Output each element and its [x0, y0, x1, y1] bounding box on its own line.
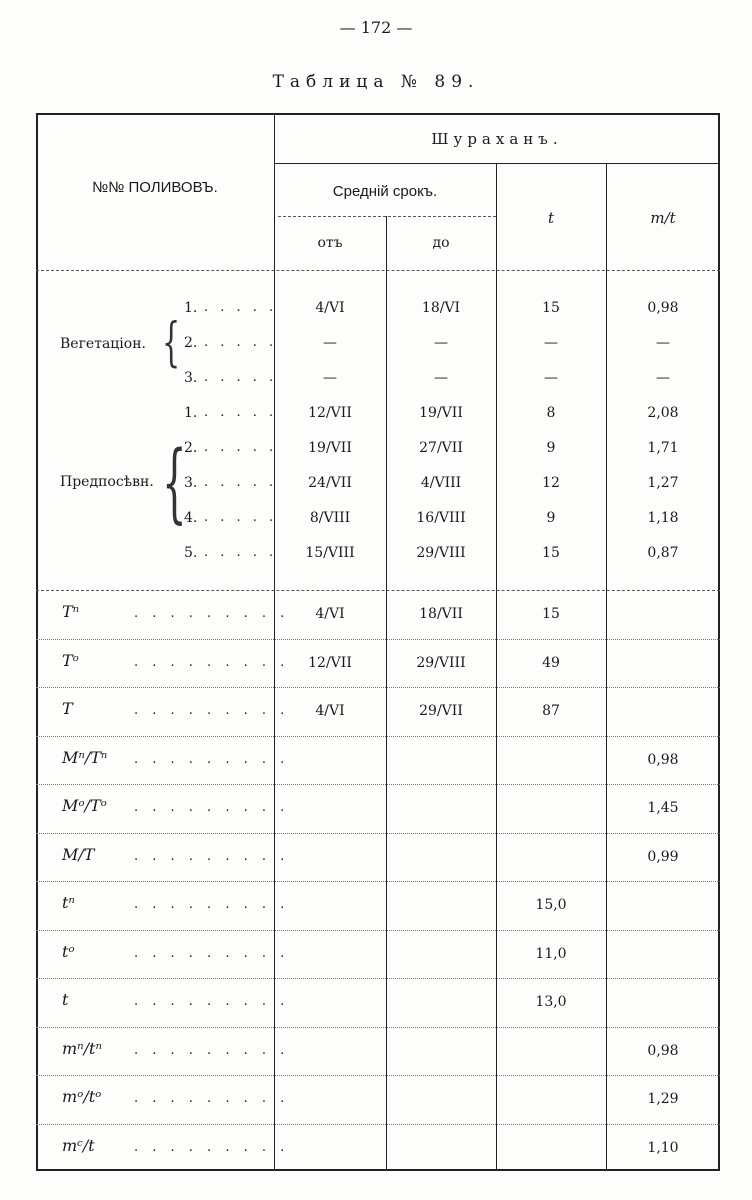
header-bottom-divider — [36, 270, 720, 271]
summary-row-label: Mᵒ/Tᵒ — [62, 796, 107, 815]
summary-t-cell: 11,0 — [535, 945, 567, 962]
summary-r-cell: 0,98 — [647, 1042, 679, 1059]
veg_rows-from-cell: 4/VI — [315, 300, 345, 316]
summary-row-leaders: . . . . . . . . . — [134, 897, 290, 912]
summary-r-cell: 0,98 — [647, 751, 679, 768]
summary-row-leaders: . . . . . . . . . — [134, 751, 290, 767]
pre_rows-row-leaders: . . . . . — [204, 545, 278, 560]
summary-row-leaders: . . . . . . . . . — [134, 703, 290, 718]
pre_rows-from-cell: 24/VII — [308, 475, 352, 491]
veg_rows-row-number: 2. — [184, 335, 198, 351]
summary-row-leaders: . . . . . . . . . — [134, 800, 290, 815]
summary-to-cell: 29/VIII — [416, 654, 466, 671]
veg_rows-row-number: 3. — [184, 370, 198, 386]
table-top-border — [36, 113, 720, 115]
summary-t-cell: 49 — [542, 654, 560, 671]
summary-row-label: Tᵒ — [62, 650, 79, 670]
veg_rows-r-cell: — — [656, 335, 670, 351]
veg-brace: { — [162, 313, 181, 373]
pre_rows-row-leaders: . . . . . — [204, 405, 278, 420]
data-table — [36, 113, 720, 1171]
summary-row-label: M/T — [62, 844, 95, 864]
pre_rows-r-cell: 1,18 — [647, 510, 679, 526]
ratio-header: m/t — [650, 209, 676, 227]
veg_rows-from-cell: — — [323, 335, 337, 351]
summary-r-cell: 1,29 — [647, 1091, 679, 1107]
summary-row-leaders: . . . . . . . . . — [134, 1139, 290, 1155]
to-header: до — [432, 235, 450, 251]
summary-row-leaders: . . . . . . . . . — [134, 848, 290, 864]
pre-brace: { — [162, 433, 187, 533]
summary-row-leaders: . . . . . . . . . — [134, 994, 290, 1009]
veg-group-label: Вегетаціон. — [60, 336, 146, 352]
pre_rows-row-leaders: . . . . . — [204, 475, 278, 490]
pre_rows-r-cell: 2,08 — [647, 405, 679, 421]
summary-row-divider — [36, 1124, 720, 1125]
summary-row-divider — [36, 736, 720, 737]
row-header: №№ ПОЛИВОВЪ. — [92, 179, 218, 196]
pre_rows-r-cell: 1,71 — [647, 440, 679, 456]
veg_rows-r-cell: 0,98 — [647, 300, 679, 316]
mid-term-header: Средній срокъ. — [332, 183, 438, 200]
col-divider-1 — [274, 113, 275, 1171]
section-divider — [36, 590, 720, 591]
pre_rows-to-cell: 27/VII — [419, 440, 463, 456]
summary-row-divider — [36, 1075, 720, 1076]
header-subdivider — [278, 216, 496, 217]
page-number: — 172 — — [339, 18, 413, 37]
table-left-border — [36, 113, 38, 1171]
from-header: отъ — [317, 235, 343, 251]
summary-row-leaders: . . . . . . . . . — [134, 945, 290, 961]
summary-to-cell: 18/VII — [419, 606, 463, 622]
pre_rows-t-cell: 9 — [546, 440, 556, 456]
pre_rows-row-number: 5. — [184, 545, 198, 561]
pre_rows-row-number: 2. — [184, 440, 198, 456]
pre_rows-row-number: 4. — [184, 510, 198, 526]
veg_rows-t-cell: 15 — [542, 300, 560, 316]
summary-to-cell: 29/VII — [419, 703, 463, 719]
pre_rows-row-leaders: . . . . . — [204, 440, 278, 455]
summary-r-cell: 0,99 — [647, 848, 679, 865]
summary-row-label: mⁿ/tⁿ — [62, 1038, 102, 1058]
summary-row-divider — [36, 639, 720, 640]
veg_rows-to-cell: — — [434, 370, 448, 386]
pre_rows-to-cell: 29/VIII — [416, 545, 466, 561]
veg_rows-t-cell: — — [544, 370, 558, 386]
summary-row-label: tᵒ — [62, 941, 75, 961]
summary-row-divider — [36, 833, 720, 834]
pre_rows-row-number: 3. — [184, 475, 198, 491]
summary-row-label: t — [62, 990, 69, 1009]
summary-row-divider — [36, 978, 720, 979]
pre_rows-t-cell: 12 — [542, 475, 560, 491]
pre_rows-r-cell: 1,27 — [647, 475, 679, 491]
table-title: Таблица № 89. — [272, 72, 480, 92]
pre_rows-from-cell: 15/VIII — [305, 545, 355, 561]
summary-row-divider — [36, 881, 720, 882]
summary-from-cell: 4/VI — [315, 703, 345, 719]
summary-row-label: tⁿ — [62, 893, 75, 912]
summary-row-label: Tⁿ — [62, 602, 80, 621]
summary-r-cell: 1,10 — [647, 1139, 679, 1156]
pre_rows-t-cell: 9 — [546, 510, 556, 526]
summary-row-leaders: . . . . . . . . . — [134, 654, 290, 670]
veg_rows-t-cell: — — [544, 335, 558, 351]
veg_rows-to-cell: — — [434, 335, 448, 351]
veg_rows-to-cell: 18/VI — [421, 300, 461, 316]
pre-group-label: Предпосѣвн. — [60, 474, 154, 490]
summary-t-cell: 87 — [542, 703, 560, 719]
summary-row-leaders: . . . . . . . . . — [134, 1042, 290, 1058]
veg_rows-row-leaders: . . . . . — [204, 335, 278, 350]
table-right-border — [718, 113, 720, 1171]
summary-row-divider — [36, 687, 720, 688]
summary-from-cell: 12/VII — [308, 654, 352, 671]
summary-row-divider — [36, 930, 720, 931]
summary-row-divider — [36, 784, 720, 785]
pre_rows-t-cell: 15 — [542, 545, 560, 561]
veg_rows-r-cell: — — [656, 370, 670, 386]
summary-t-cell: 15,0 — [535, 897, 567, 913]
pre_rows-row-number: 1. — [184, 405, 198, 421]
veg_rows-row-leaders: . . . . . — [204, 300, 278, 315]
group-header: Шураханъ. — [431, 130, 563, 148]
summary-from-cell: 4/VI — [315, 606, 345, 622]
veg_rows-row-number: 1. — [184, 300, 198, 316]
pre_rows-to-cell: 19/VII — [419, 405, 463, 421]
header-group-divider — [274, 163, 720, 164]
summary-t-cell: 15 — [542, 606, 560, 622]
pre_rows-row-leaders: . . . . . — [204, 510, 278, 525]
summary-row-divider — [36, 1027, 720, 1028]
pre_rows-from-cell: 19/VII — [308, 440, 352, 456]
pre_rows-r-cell: 0,87 — [647, 545, 679, 561]
pre_rows-from-cell: 12/VII — [308, 405, 352, 421]
pre_rows-to-cell: 4/VIII — [420, 475, 462, 491]
summary-row-leaders: . . . . . . . . . — [134, 1091, 290, 1106]
col-divider-2 — [386, 216, 387, 1171]
pre_rows-to-cell: 16/VIII — [416, 510, 466, 526]
summary-row-label: T — [62, 699, 73, 718]
summary-row-label: Mⁿ/Tⁿ — [62, 747, 108, 767]
pre_rows-from-cell: 8/VIII — [309, 510, 351, 526]
table-bottom-border — [36, 1169, 720, 1171]
summary-row-label: mᶜ/t — [62, 1135, 95, 1155]
summary-t-cell: 13,0 — [535, 994, 567, 1010]
summary-r-cell: 1,45 — [647, 800, 679, 816]
t-header: t — [547, 209, 555, 227]
summary-row-label: mᵒ/tᵒ — [62, 1087, 102, 1106]
summary-row-leaders: . . . . . . . . . — [134, 606, 290, 621]
veg_rows-from-cell: — — [323, 370, 337, 386]
pre_rows-t-cell: 8 — [546, 405, 556, 421]
veg_rows-row-leaders: . . . . . — [204, 370, 278, 385]
